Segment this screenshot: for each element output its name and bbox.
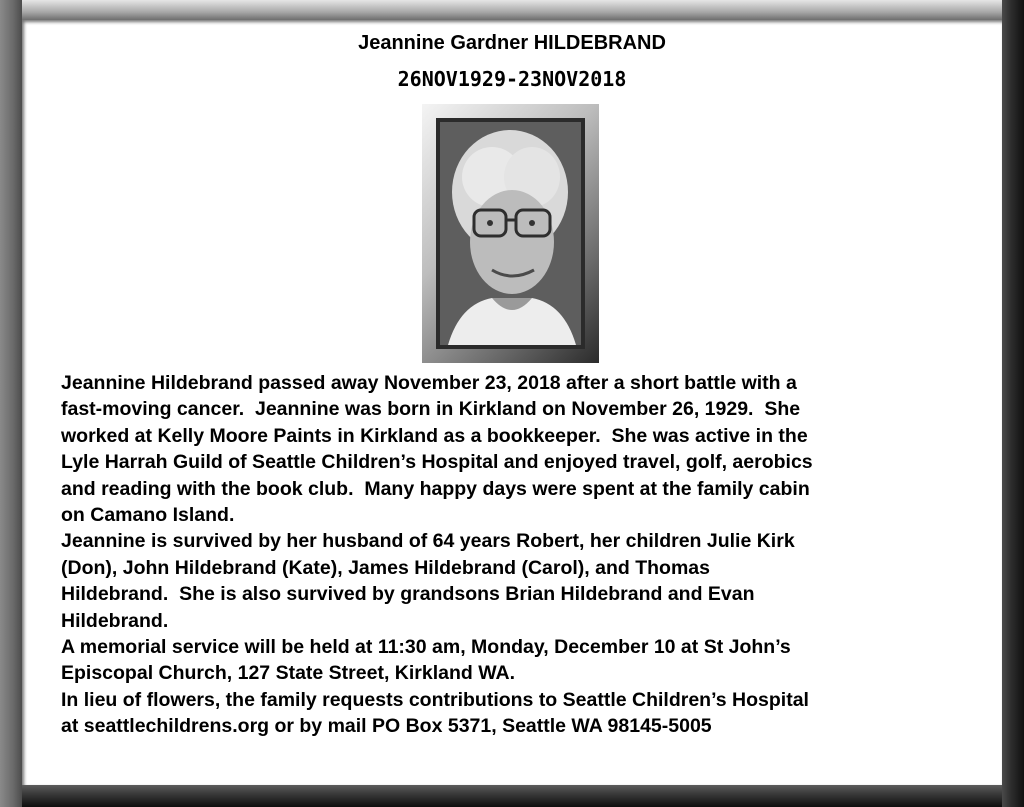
life-dates: 26NOV1929-23NOV2018 bbox=[397, 67, 627, 91]
photo-frame bbox=[422, 104, 599, 363]
deceased-name: Jeannine Gardner HILDEBRAND bbox=[358, 32, 666, 54]
frame-left-edge bbox=[0, 0, 22, 807]
frame-right-edge bbox=[1002, 0, 1024, 807]
obituary-paragraph: In lieu of flowers, the family requests contributions to Seattle Children’s Hospital at seattlechildrens.org or by mail PO Box 5371, Seattle WA 98145-5005 bbox=[61, 688, 809, 738]
obituary-paragraph: A memorial service will be held at 11:30 am, Monday, December 10 at St John’s Episcopal Church, 127 State Street, Kirkland WA. bbox=[61, 636, 791, 685]
portrait-photo bbox=[440, 122, 581, 345]
frame-top-edge bbox=[0, 0, 1024, 20]
frame-bottom-edge bbox=[0, 785, 1024, 807]
obituary-paragraph: Jeannine is survived by her husband of 64 years Robert, her children Julie Kirk (Don), John Hildebrand (Kate), James Hildebrand (Carol), and Thomas Hildebrand. She is also survived by grandsons Brian Hildebrand and Evan Hildebrand. bbox=[61, 530, 795, 632]
portrait-icon bbox=[440, 122, 581, 345]
obituary-paragraph: Jeannine Hildebrand passed away November 23, 2018 after a short battle with a fast-moving cancer. Jeannine was born in Kirkland on November 26, 1929. She worked at Kelly Moore Paints in Kirkland as a bookkeeper. She was active in the Lyle Harrah Guild of Seattle Children’s Hospital and enjoyed travel, golf, aerobics and reading with the book club. Many happy days were spent at the family cabin on Camano Island. bbox=[61, 372, 813, 527]
obituary-text bbox=[61, 370, 981, 740]
